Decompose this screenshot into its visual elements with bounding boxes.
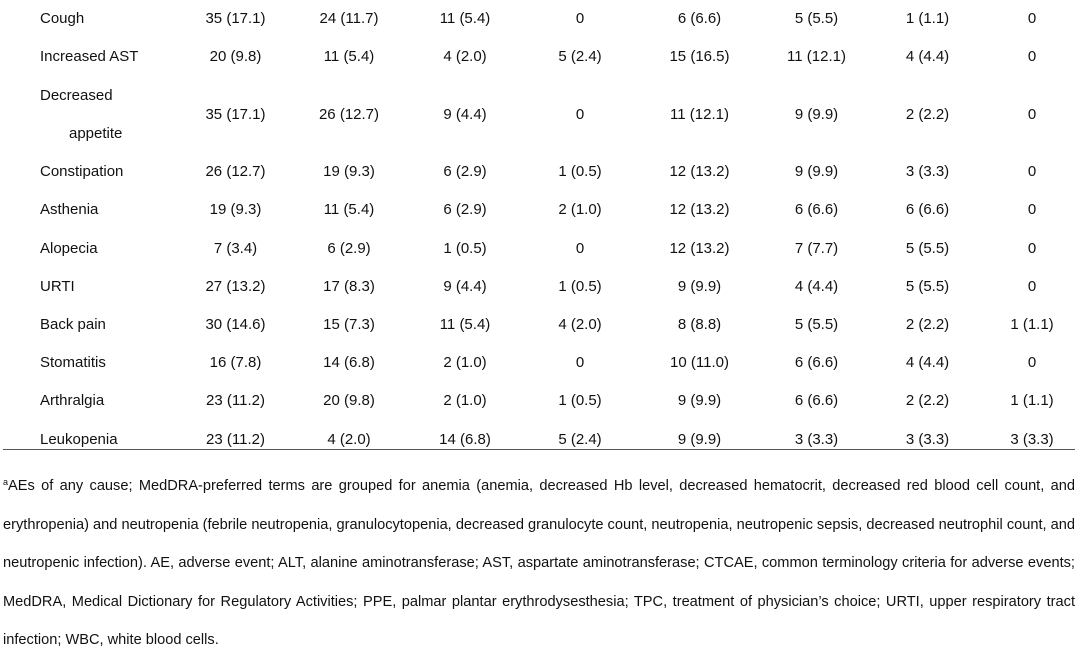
table-cell: 9 (4.4) <box>443 105 487 123</box>
table-cell: 0 <box>1027 201 1037 219</box>
table-cell: 5 (5.5) <box>794 10 839 28</box>
table-cell: 1 (0.5) <box>443 239 487 257</box>
ae-term-wrap <box>40 87 180 143</box>
table-row <box>0 420 1080 458</box>
table-cell: 9 (9.9) <box>794 105 839 123</box>
ae-term-cell: Arthralgia <box>40 392 105 410</box>
table-cell: 0 <box>575 10 585 28</box>
table-cell: 0 <box>1027 277 1037 295</box>
table-cell: 20 (9.8) <box>209 48 262 66</box>
table-cell: 1 (0.5) <box>558 277 602 295</box>
table-cell: 0 <box>1027 105 1037 123</box>
table-cell: 23 (11.2) <box>206 430 265 448</box>
table-cell: 0 <box>575 105 585 123</box>
ae-term-cell: Increased AST <box>40 48 139 66</box>
table-cell: 0 <box>1027 48 1037 66</box>
table-cell: 6 (2.9) <box>443 201 487 219</box>
table-cell: 10 (11.0) <box>670 354 729 372</box>
table-cell: 9 (9.9) <box>677 392 722 410</box>
table-cell: 9 (9.9) <box>677 277 722 295</box>
table-cell: 6 (6.6) <box>905 201 950 219</box>
table-cell: 0 <box>1027 239 1037 257</box>
table-cell: 0 <box>1027 10 1037 28</box>
table-row <box>0 230 1080 268</box>
table-cell: 35 (17.1) <box>205 105 266 123</box>
ae-term-cell: Cough <box>40 10 85 28</box>
table-bottom-rule <box>3 449 1075 450</box>
table-cell: 12 (13.2) <box>669 239 730 257</box>
table-row <box>0 153 1080 191</box>
table-cell: 4 (4.4) <box>794 277 839 295</box>
ae-term-cell <box>0 76 180 153</box>
table-cell: 1 (1.1) <box>905 10 950 28</box>
footnote-text: AEs of any cause; MedDRA-preferred terms are grouped for anemia (anemia, decreased Hb level, decreased hematocrit, decreased red blood cell count, and erythropenia) and neutropenia (febrile neutropenia, granulocytopenia, decreased granulocyte count, neutropenia, neutropenic sepsis, decreased neutrophil count, and neutropenic infection). AE, adverse event; ALT, alanine aminotransferase; AST, aspartate aminotransferase; CTCAE, common terminology criteria for adverse events; MedDRA, Medical Dictionary for Regulatory Activities; PPE, palmar plantar erythrodysesthesia; TPC, treatment of physician’s choice; URTI, upper respiratory tract infection; WBC, white blood cells. <box>3 478 1075 649</box>
table-row <box>0 191 1080 229</box>
table-cell: 3 (3.3) <box>1010 430 1054 448</box>
table-cell: 4 (4.4) <box>905 354 950 372</box>
table-cell: 4 (2.0) <box>558 316 602 334</box>
table-cell: 0 <box>575 354 585 372</box>
table-footnote <box>3 467 1075 660</box>
table-cell: 19 (9.3) <box>209 201 262 219</box>
ae-term-cell: Asthenia <box>40 201 99 219</box>
table-cell: 12 (13.2) <box>669 163 730 181</box>
table-cell: 24 (11.7) <box>319 10 379 28</box>
table-cell: 12 (13.2) <box>669 201 730 219</box>
table-cell: 11 (5.4) <box>323 48 375 66</box>
table-cell: 15 (16.5) <box>669 48 730 66</box>
table-row <box>0 268 1080 306</box>
ae-term-cell: Stomatitis <box>40 354 106 372</box>
table-cell: 7 (7.7) <box>794 239 839 257</box>
table-cell: 11 (5.4) <box>439 10 491 28</box>
table-cell: 9 (4.4) <box>443 277 487 295</box>
table-row <box>0 38 1080 76</box>
table-cell: 6 (2.9) <box>443 163 487 181</box>
table-cell: 6 (6.6) <box>677 10 722 28</box>
table-cell: 23 (11.2) <box>206 392 265 410</box>
table-cell: 1 (0.5) <box>558 163 602 181</box>
table-cell: 7 (3.4) <box>213 239 258 257</box>
table-cell: 8 (8.8) <box>677 316 722 334</box>
table-row <box>0 344 1080 382</box>
table-cell: 9 (9.9) <box>794 163 839 181</box>
table-cell: 2 (1.0) <box>443 392 487 410</box>
table-cell: 14 (6.8) <box>323 354 375 372</box>
table-cell: 6 (6.6) <box>794 201 839 219</box>
table-cell: 6 (6.6) <box>794 354 839 372</box>
table-cell: 11 (5.4) <box>323 201 375 219</box>
ae-term-cell: Back pain <box>40 316 106 334</box>
table-cell: 27 (13.2) <box>205 277 266 295</box>
table-cell: 9 (9.9) <box>677 430 722 448</box>
table-cell: 3 (3.3) <box>905 163 950 181</box>
table-cell: 15 (7.3) <box>323 316 375 334</box>
table-cell: 5 (5.5) <box>905 277 950 295</box>
table-cell: 4 (2.0) <box>443 48 487 66</box>
table-cell: 14 (6.8) <box>439 430 491 448</box>
table-cell: 0 <box>575 239 585 257</box>
table-cell: 11 (5.4) <box>439 316 491 334</box>
table-cell: 5 (2.4) <box>558 48 602 66</box>
table-row <box>0 306 1080 344</box>
ae-term-cell: URTI <box>40 277 75 295</box>
table-cell: 2 (1.0) <box>443 354 487 372</box>
ae-term-line1: Decreased <box>40 86 113 104</box>
table-cell: 2 (2.2) <box>905 392 950 410</box>
table-cell: 2 (2.2) <box>905 316 950 334</box>
table-cell: 3 (3.3) <box>905 430 950 448</box>
table-row <box>0 76 1080 153</box>
table-cell: 5 (2.4) <box>558 430 602 448</box>
ae-term-cell: Alopecia <box>40 239 98 257</box>
table-cell: 0 <box>1027 163 1037 181</box>
table-cell: 16 (7.8) <box>209 354 262 372</box>
ae-term-cell: Leukopenia <box>40 430 118 448</box>
table-row <box>0 0 1080 38</box>
table-cell: 20 (9.8) <box>323 392 375 410</box>
table-cell: 4 (2.0) <box>327 430 371 448</box>
table-cell: 2 (2.2) <box>905 105 950 123</box>
table-cell: 26 (12.7) <box>205 163 266 181</box>
table-cell: 6 (6.6) <box>794 392 839 410</box>
table-row <box>0 382 1080 420</box>
ae-term-cell: Constipation <box>40 163 124 181</box>
table-cell: 2 (1.0) <box>558 201 602 219</box>
table-cell: 1 (0.5) <box>558 392 602 410</box>
table-cell: 26 (12.7) <box>318 105 380 123</box>
table-cell: 3 (3.3) <box>794 430 839 448</box>
table-cell: 17 (8.3) <box>323 277 375 295</box>
ae-term-line2: appetite <box>69 124 123 142</box>
table-cell: 4 (4.4) <box>905 48 950 66</box>
table-cell: 1 (1.1) <box>1010 392 1054 410</box>
table-cell: 30 (14.6) <box>205 316 266 334</box>
table-cell: 19 (9.3) <box>323 163 375 181</box>
table-cell: 11 (12.1) <box>787 48 846 66</box>
footnote-marker: a <box>3 477 9 487</box>
table-cell: 6 (2.9) <box>327 239 371 257</box>
table-cell: 35 (17.1) <box>205 10 266 28</box>
table-cell: 1 (1.1) <box>1010 316 1054 334</box>
table-cell: 0 <box>1027 354 1037 372</box>
table-cell: 11 (12.1) <box>670 105 729 123</box>
table-cell: 5 (5.5) <box>905 239 950 257</box>
table-cell: 5 (5.5) <box>794 316 839 334</box>
